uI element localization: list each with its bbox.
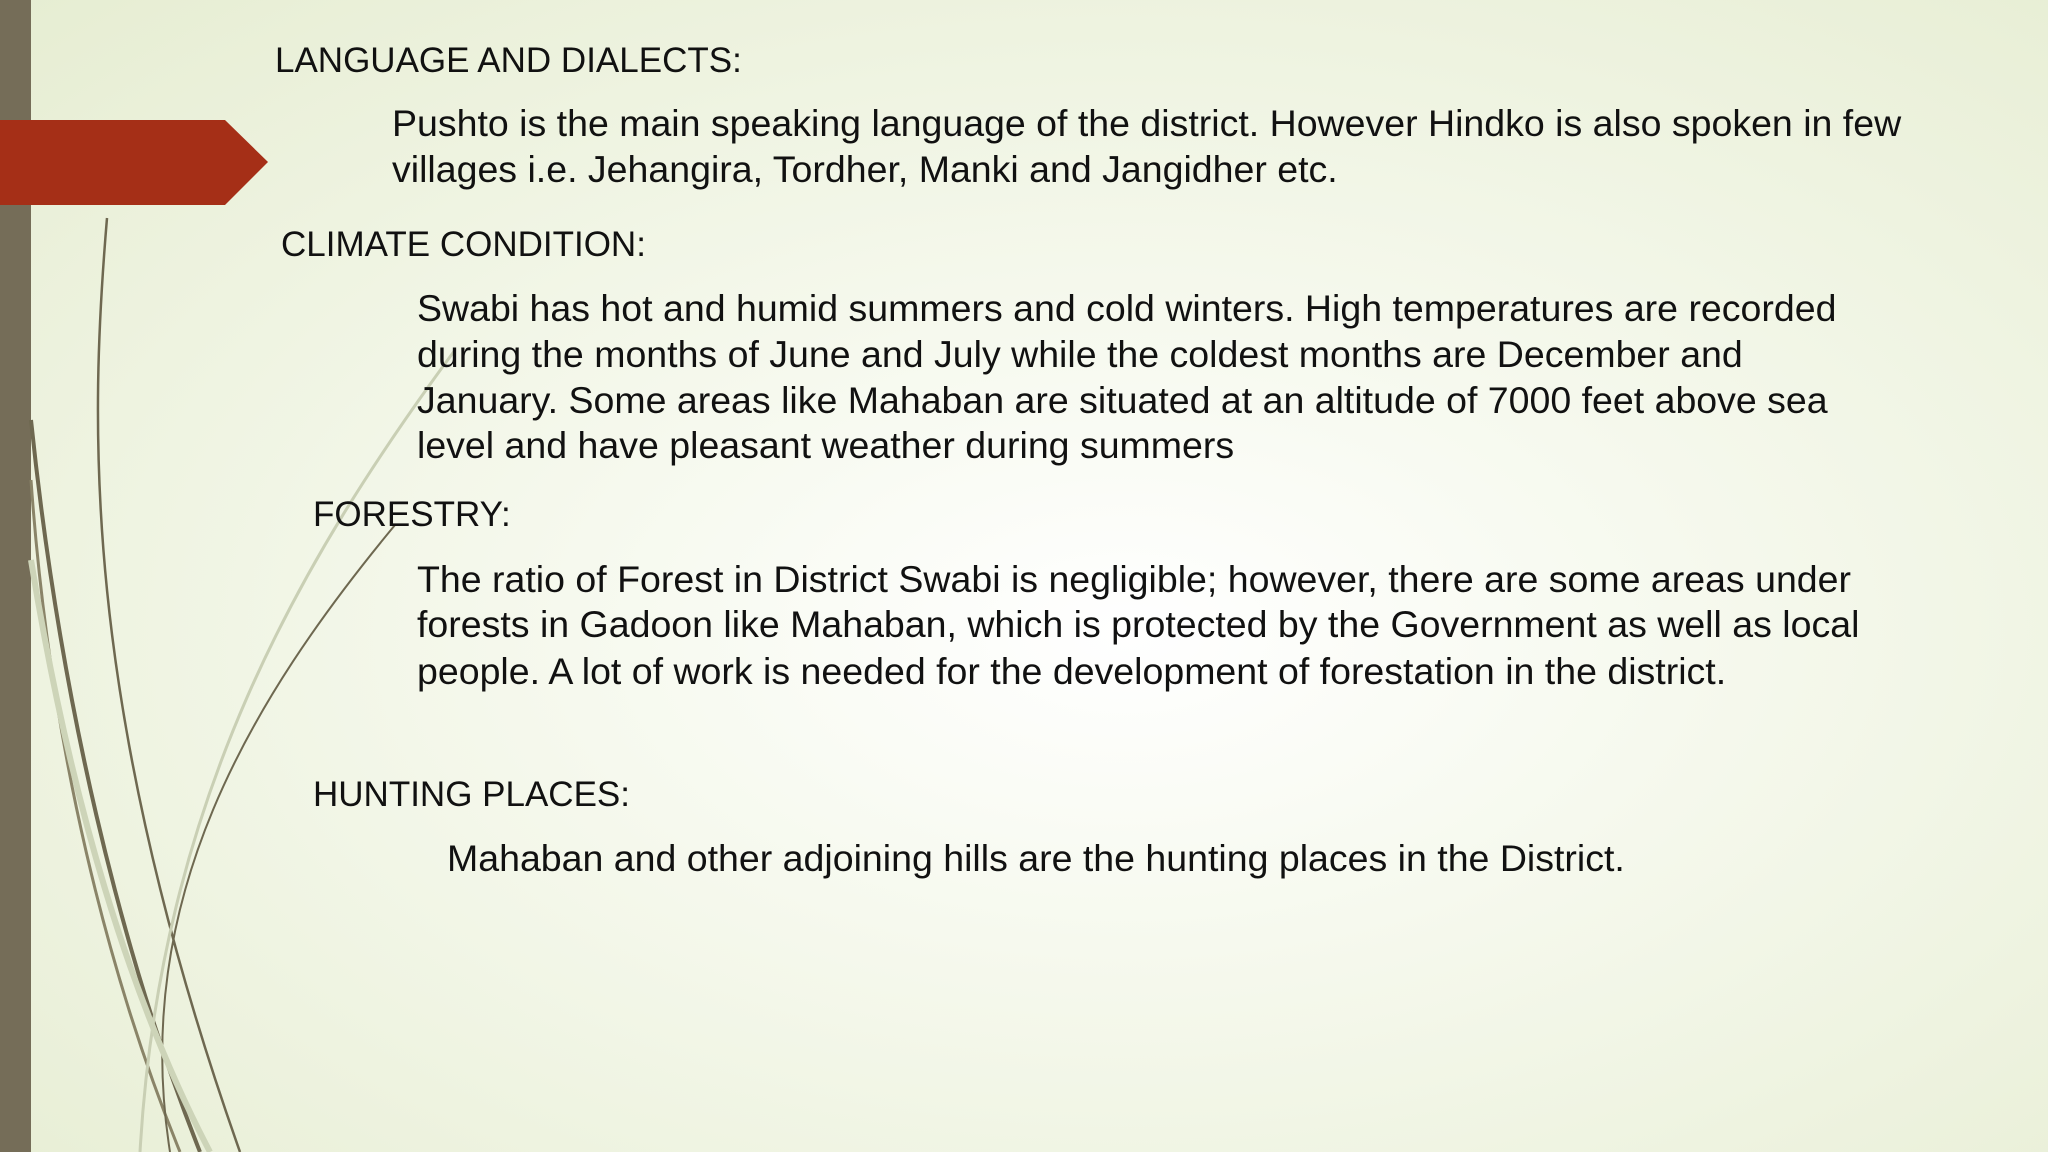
curve — [162, 525, 395, 1152]
curve — [31, 420, 200, 1152]
heading-forestry: FORESTRY: — [313, 495, 511, 534]
curve — [31, 560, 210, 1152]
body-line: The ratio of Forest in District Swabi is negligible; however, there are some areas under — [417, 558, 1852, 600]
curve — [98, 218, 240, 1152]
body-line: Mahaban and other adjoining hills are the hunting places in the District. — [447, 837, 1625, 879]
body-line: villages i.e. Jehangira, Tordher, Manki and Jangidher etc. — [392, 148, 1338, 190]
body-line: level and have pleasant weather during summers — [417, 424, 1235, 466]
body-line: Pushto is the main speaking language of the district. However Hindko is also spoken in few — [392, 102, 1902, 144]
body-line: January. Some areas like Mahaban are situated at an altitude of 7000 feet above sea — [417, 379, 1828, 421]
heading-language: LANGUAGE AND DIALECTS: — [275, 41, 742, 80]
heading-climate: CLIMATE CONDITION: — [281, 225, 646, 264]
body-line: people. A lot of work is needed for the development of forestation in the district. — [417, 650, 1727, 692]
red-arrow-banner — [0, 120, 268, 205]
body-line: forests in Gadoon like Mahaban, which is protected by the Government as well as local — [417, 603, 1860, 645]
body-line: during the months of June and July while the coldest months are December and — [417, 333, 1743, 375]
curve — [140, 350, 455, 1152]
body-line: Swabi has hot and humid summers and cold winters. High temperatures are recorded — [417, 287, 1837, 329]
heading-hunting: HUNTING PLACES: — [313, 775, 630, 814]
